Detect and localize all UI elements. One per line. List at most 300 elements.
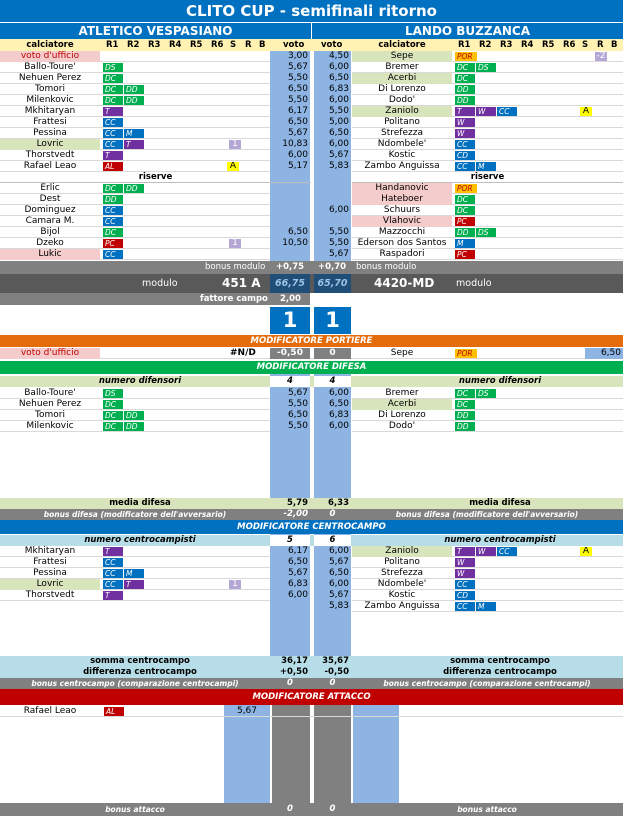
voto-value: 6,00 [328,205,349,215]
role-tag: DD [455,422,475,431]
num-difensori-row [0,376,623,387]
right-player-row [352,51,623,62]
right-player-row [352,227,623,238]
left-player-row [0,388,270,399]
player-name: Dodo' [388,95,416,105]
role-tag: T [124,580,144,589]
player-name: Acerbi [352,73,452,84]
attacco-left-name: Rafael Leao [23,706,77,716]
role-tag: CC [103,217,123,226]
r3-header: R3 [148,40,161,50]
player-name: Erlic [40,183,60,193]
voto-value: 5,50 [287,399,308,409]
right-player-row [352,150,623,161]
player-name: Rafael Leao [23,161,77,171]
role-tag: CC [455,602,475,611]
player-name: Pessina [33,568,67,578]
r1-header-right: R1 [458,40,471,50]
role-tag: DD [124,96,144,105]
role-tag: CC [103,206,123,215]
role-tag: DC [455,400,475,409]
right-player-row [352,388,623,399]
role-tag: DD [455,96,475,105]
role-tag: DS [476,389,496,398]
player-name: Zaniolo [352,106,452,117]
player-name: Zaniolo [352,546,452,557]
voto-value: 6,00 [328,421,349,431]
num-cc-label-left: numero centrocampisti [84,535,196,545]
role-tag: DC [103,74,123,83]
left-player-row [0,73,270,84]
total-right: 65,70 [314,274,351,293]
s-header-right: S [582,40,589,50]
role-tag: M [124,569,144,578]
voto-value: 6,50 [287,84,308,94]
role-tag: T [103,547,123,556]
s-badge: 1 [229,239,241,248]
modulo-label-right: modulo [456,278,492,289]
player-name: Ballo-Toure' [24,388,76,398]
player-name: Lovric [0,579,100,590]
right-player-row [352,62,623,73]
right-player-row [352,601,623,612]
player-name: Milenkovic [26,421,74,431]
role-tag: DD [455,85,475,94]
player-name: Thorstvedt [25,150,75,160]
right-player-row [352,128,623,139]
player-name: Dodo' [388,421,416,431]
role-tag: PC [455,217,475,226]
role-tag: CC [103,250,123,259]
bonus-cc-label-left: bonus centrocampo (comparazione centrocampi) [31,679,239,688]
right-player-row [352,568,623,579]
bonus-cc-left: 0 [287,678,293,688]
role-tag: DC [103,184,123,193]
r-badge: -2 [596,52,606,61]
num-difensori-right: 4 [314,376,351,387]
voto-value: 6,83 [287,579,308,589]
num-cc-label-right: numero centrocampisti [444,535,556,545]
s-header: S [230,40,237,50]
left-player-row [0,227,270,238]
role-tag: T [103,591,123,600]
num-cc-row [0,535,623,546]
player-name: Ndombele' [377,579,427,589]
right-player-row [352,557,623,568]
left-player-row [0,194,270,205]
player-name: Camara M. [25,216,75,226]
r5-header-right: R5 [542,40,555,50]
left-player-row [0,62,270,73]
role-tag: DD [455,411,475,420]
role-tag: W [455,569,475,578]
voto-value: 6,00 [287,150,308,160]
left-player-row [0,399,270,410]
voto-value: 6,50 [328,128,349,138]
bonus-difesa-label-right: bonus difesa (modificatore dell'avversario) [395,510,579,519]
portiere-row [0,348,623,359]
left-player-row [0,568,270,579]
left-player-row [0,128,270,139]
voto-value: 6,00 [287,590,308,600]
portiere-left-name: voto d'ufficio [0,348,100,359]
voto-value: 6,50 [328,399,349,409]
role-tag: DC [103,422,123,431]
right-player-row [352,238,623,249]
role-tag: POR [455,184,477,193]
role-tag: DS [103,63,123,72]
voto-value: 6,00 [328,388,349,398]
role-tag: POR [455,52,477,61]
player-name: Frattesi [33,117,67,127]
somma-cc-right: 35,67 [322,656,349,666]
right-player-row [352,139,623,150]
voto-value: 3,00 [287,51,308,61]
role-tag: M [476,162,496,171]
player-name: Hateboer [352,194,452,205]
reserves-label-left: riserve [0,172,311,183]
voto-value: 5,50 [328,238,349,248]
role-tag: DC [455,195,475,204]
somma-cc-label-right: somma centrocampo [450,656,550,666]
role-tag: CC [103,580,123,589]
role-tag: DC [455,206,475,215]
player-name: Handanovic [352,183,452,194]
player-name: Bijol [40,227,60,237]
role-tag: W [476,547,496,556]
voto-value: 10,83 [282,139,308,149]
voto-value: 5,67 [287,568,308,578]
diff-cc-row [0,667,623,678]
voto-value: 6,00 [328,139,349,149]
voto-value [270,194,310,205]
num-difensori-left: 4 [270,376,310,387]
player-name: Dominguez [24,205,76,215]
role-tag: DD [124,411,144,420]
left-player-row [0,410,270,421]
media-difesa-right: 6,33 [328,498,349,508]
left-player-row [0,117,270,128]
diff-cc-left: +0,50 [279,667,308,677]
role-tag: DC [455,74,475,83]
b-badge: A [580,107,592,116]
player-name: Politano [384,557,420,567]
voto-value: 5,50 [287,73,308,83]
voto-value: 5,83 [328,601,349,611]
right-player-row [352,216,623,227]
att-col-grey-right [314,705,351,803]
left-player-row [0,249,270,260]
role-tag: CC [103,569,123,578]
b-header-right: B [611,40,618,50]
left-player-row [0,216,270,227]
role-tag: DC [103,411,123,420]
bonus-att-left: 0 [287,804,293,814]
player-name: Ndombele' [377,139,427,149]
role-tag: T [455,107,475,116]
role-tag: T [124,140,144,149]
bonus-difesa-row [0,509,623,520]
voto-value: 6,00 [328,546,349,556]
diff-cc-label-left: differenza centrocampo [83,667,197,677]
left-player-row [0,557,270,568]
total-left: 66,75 [270,274,310,293]
player-name: Schuurs [383,205,421,215]
role-tag: DS [103,389,123,398]
role-tag: DC [103,96,123,105]
r6-header-right: R6 [563,40,576,50]
role-tag: W [455,118,475,127]
right-player-row [352,249,623,260]
role-tag: CC [103,129,123,138]
voto-value: 5,67 [328,557,349,567]
right-player-row [352,399,623,410]
voto-value: 5,17 [287,161,308,171]
role-tag: T [455,547,475,556]
bonus-modulo-left: +0,75 [276,262,305,272]
player-name: Pessina [33,128,67,138]
left-player-row [0,183,270,194]
player-name: Frattesi [33,557,67,567]
voto-value: 6,00 [328,579,349,589]
s-badge: 1 [229,140,241,149]
attacco-left-value: 5,67 [236,706,258,716]
left-player-row [0,161,270,172]
player-name: Mazzocchi [378,227,426,237]
right-player-row [352,421,623,432]
r1-header: R1 [106,40,119,50]
voto-value: 5,50 [328,227,349,237]
voto-value: 5,67 [328,590,349,600]
voto-value [270,205,310,216]
role-tag: T [103,107,123,116]
player-name: Vlahovic [352,216,452,227]
player-name: Strefezza [381,568,423,578]
player-name: Thorstvedt [25,590,75,600]
voto-value: 6,17 [287,546,308,556]
voto-value [270,183,310,194]
media-difesa-label-right: media difesa [469,498,531,508]
portiere-left-value: -0,50 [270,348,310,359]
b-header: B [259,40,266,50]
bonus-att-label-right: bonus attacco [457,805,517,814]
player-name: Politano [384,117,420,127]
r2-header: R2 [127,40,140,50]
player-name: Tomori [35,410,65,420]
player-name: Raspadori [379,249,425,259]
bonus-difesa-label-left: bonus difesa (modificatore dell'avversario) [43,510,227,519]
left-player-row [0,590,270,601]
player-name: voto d'ufficio [0,51,100,62]
bonus-cc-row [0,678,623,689]
mod-portiere-header: MODIFICATORE PORTIERE [0,335,623,347]
role-tag: PC [103,239,123,248]
r3-header-right: R3 [500,40,513,50]
player-name: Dest [39,194,61,204]
right-player-row [352,579,623,590]
player-name: Dzeko [36,238,64,248]
voto-value [270,249,310,260]
left-player-row [0,579,270,590]
voto-value: 6,17 [287,106,308,116]
num-cc-right: 6 [314,535,351,546]
role-tag: CC [497,107,517,116]
voto-value: 6,50 [287,227,308,237]
num-difensori-label-left: numero difensori [98,376,182,386]
fattore-campo-label: fattore campo [200,294,268,304]
modulo-left: 451 A [222,276,261,290]
att-col-left-a [224,705,270,803]
role-tag: DD [124,85,144,94]
bonus-difesa-left: -2,00 [283,509,308,519]
voto-value: 6,83 [328,410,349,420]
role-tag: W [455,558,475,567]
right-player-row [352,205,623,216]
modulo-label-left: modulo [142,278,178,289]
voto-value [314,194,351,205]
player-name: Acerbi [352,399,452,410]
bonus-modulo-label-right: bonus modulo [356,262,417,272]
right-player-row [352,161,623,172]
bonus-modulo-row [0,261,623,274]
player-name: Bremer [385,62,419,72]
player-name: Ederson dos Santos [357,238,447,248]
fattore-campo-row [0,293,310,305]
role-tag: W [455,129,475,138]
voto-value: 5,67 [328,150,349,160]
modulo-right: 4420-MD [374,276,435,290]
media-difesa-left: 5,79 [287,498,308,508]
right-player-row [352,84,623,95]
player-name: Mkhitaryan [24,106,76,116]
team-right-name: LANDO BUZZANCA [312,22,623,39]
left-player-row [0,546,270,557]
r-header-right: R [597,40,604,50]
voto-value: 10,50 [282,238,308,248]
voto-value: 6,50 [328,568,349,578]
voto-value: 4,50 [328,51,349,61]
bonus-cc-label-right: bonus centrocampo (comparazione centrocampi) [383,679,591,688]
voto-value: 6,50 [287,557,308,567]
media-difesa-row [0,498,623,509]
right-player-row [352,410,623,421]
player-name: Strefezza [381,128,423,138]
mod-difesa-header: MODIFICATORE DIFESA [0,361,623,374]
column-header-row [0,39,623,51]
role-tag: CC [455,140,475,149]
bonus-modulo-label-left: bonus modulo [205,262,266,272]
media-difesa-label-left: media difesa [109,498,171,508]
goals-right: 1 [314,307,351,334]
role-tag: DC [455,389,475,398]
diff-cc-label-right: differenza centrocampo [443,667,557,677]
modulo-row [0,274,623,293]
voto-value: 6,00 [328,62,349,72]
player-name: Di Lorenzo [378,84,426,94]
right-player-row [352,194,623,205]
left-player-row [0,95,270,106]
role-tag: CD [455,591,475,600]
voto-value [270,216,310,227]
mod-attacco-header: MODIFICATORE ATTACCO [0,689,623,705]
voto-value: 5,50 [287,421,308,431]
r6-header: R6 [211,40,224,50]
page-title: CLITO CUP - semifinali ritorno [0,0,623,22]
att-col-right-a [353,705,399,803]
portiere-right-value: 6,50 [585,348,623,359]
goals-left: 1 [270,307,310,334]
voto-value: 6,50 [328,73,349,83]
player-col-header-right: calciatore [378,40,426,50]
right-player-row [352,546,623,557]
bonus-att-label-left: bonus attacco [105,805,165,814]
r4-header-right: R4 [521,40,534,50]
player-name: Milenkovic [26,95,74,105]
bonus-difesa-right: 0 [329,509,336,519]
voto-right-header: voto [321,40,343,50]
role-tag: DD [103,195,123,204]
player-name: Zambo Anguissa [364,601,440,611]
player-name: Lovric [0,139,100,150]
player-name: Lukic [0,249,100,260]
player-name: Di Lorenzo [378,410,426,420]
right-player-row [352,590,623,601]
somma-cc-left: 36,17 [281,656,308,666]
player-name: Tomori [35,84,65,94]
right-player-row [352,106,623,117]
left-player-row [0,139,270,150]
attacco-row [0,706,623,717]
voto-value: 6,83 [328,84,349,94]
player-name: Sepe [352,51,452,62]
left-player-row [0,51,270,62]
player-col-header: calciatore [26,40,74,50]
left-player-row [0,238,270,249]
role-tag: CD [455,151,475,160]
r5-header: R5 [190,40,203,50]
role-tag: CC [497,547,517,556]
voto-value [314,216,351,227]
att-col-grey-left [272,705,310,803]
role-tag: DS [476,228,496,237]
role-tag: CC [455,580,475,589]
player-name: Kostic [388,150,416,160]
player-name: Mkhitaryan [24,546,76,556]
role-tag: CC [103,558,123,567]
team-left-name: ATLETICO VESPASIANO [0,22,311,39]
b-badge: A [227,162,239,171]
voto-value: 6,00 [328,95,349,105]
voto-value [314,183,351,194]
voto-value: 5,83 [328,161,349,171]
bonus-modulo-right: +0,70 [318,262,347,272]
attacco-left-role: AL [104,707,124,716]
right-player-row [352,117,623,128]
left-player-row [0,150,270,161]
left-player-row [0,421,270,432]
portiere-right-role: POR [455,349,477,358]
role-tag: M [455,239,475,248]
role-tag: CC [455,162,475,171]
num-cc-left: 5 [270,535,310,546]
role-tag: AL [103,162,123,171]
voto-value: 6,50 [287,117,308,127]
voto-value: 5,67 [287,62,308,72]
player-name: Bremer [385,388,419,398]
role-tag: DC [103,85,123,94]
num-difensori-label-right: numero difensori [458,376,542,386]
player-name: Nehuen Perez [18,399,82,409]
